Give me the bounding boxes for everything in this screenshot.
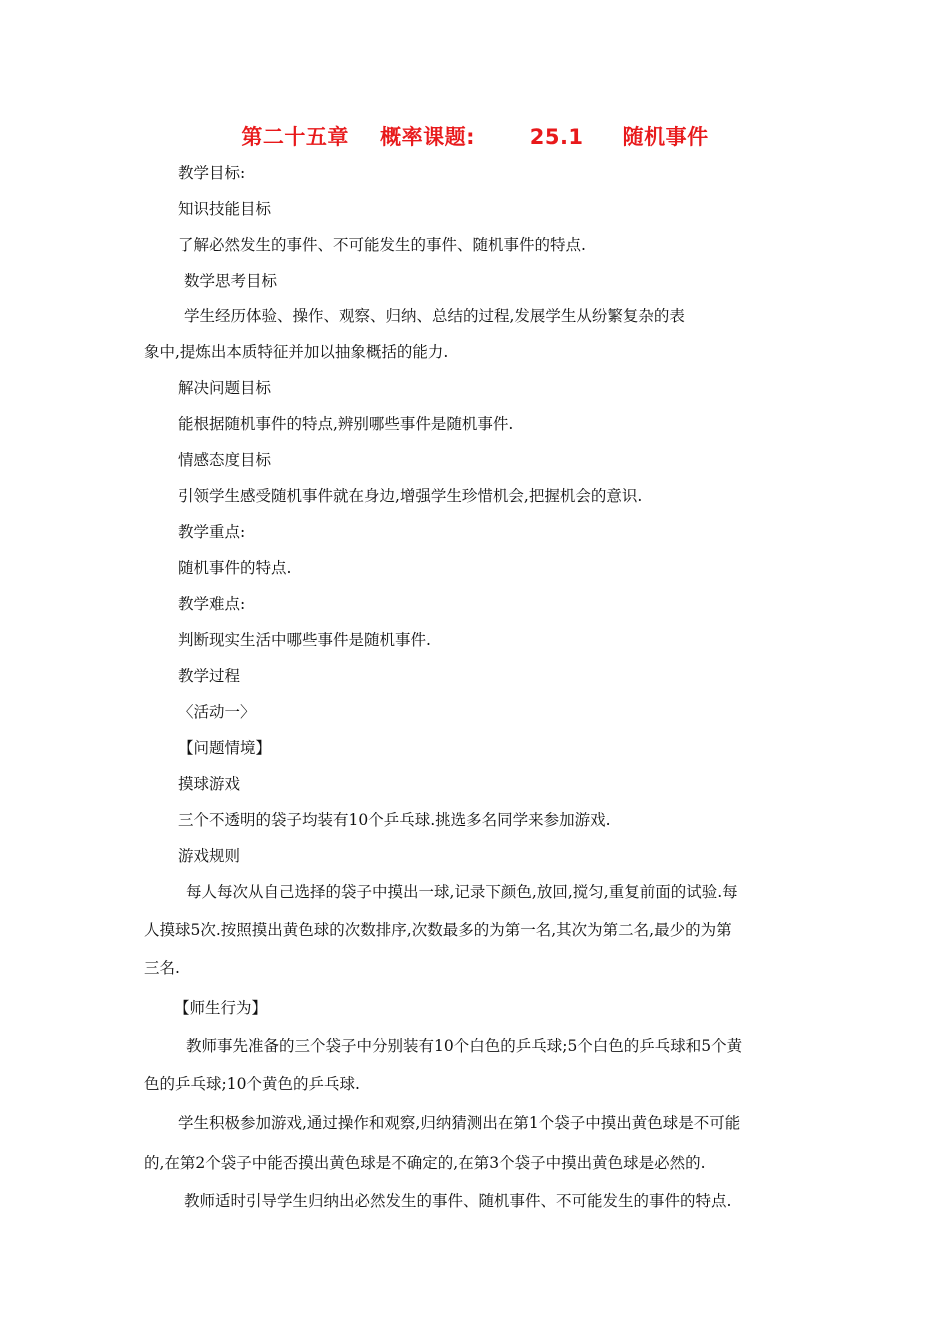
paragraph-line: 三个不透明的袋子均装有10个乒乓球.挑选多名同学来参加游戏.	[178, 811, 611, 829]
subheading-ball-game: 摸球游戏	[178, 775, 241, 793]
paragraph-line: 了解必然发生的事件、不可能发生的事件、随机事件的特点.	[178, 236, 586, 254]
paragraph-line: 教师事先准备的三个袋子中分别装有10个白色的乒乓球;5个白色的乒乓球和5个黄	[186, 1037, 743, 1055]
subheading-game-rules: 游戏规则	[178, 847, 241, 865]
subheading-knowledge-skills: 知识技能目标	[178, 200, 272, 218]
paragraph-line: 判断现实生活中哪些事件是随机事件.	[178, 631, 431, 649]
heading-key-point: 教学重点:	[178, 523, 246, 541]
paragraph-line: 教师适时引导学生归纳出必然发生的事件、随机事件、不可能发生的事件的特点.	[184, 1192, 732, 1210]
paragraph-line: 人摸球5次.按照摸出黄色球的次数排序,次数最多的为第一名,其次为第二名,最少的为第	[144, 921, 732, 939]
paragraph-line: 象中,提炼出本质特征并加以抽象概括的能力.	[144, 343, 449, 361]
paragraph-line: 的,在第2个袋子中能否摸出黄色球是不确定的,在第3个袋子中摸出黄色球是必然的.	[144, 1154, 706, 1172]
paragraph-line: 能根据随机事件的特点,辨别哪些事件是随机事件.	[178, 415, 514, 433]
paragraph-line: 每人每次从自己选择的袋子中摸出一球,记录下颜色,放回,搅匀,重复前面的试验.每	[186, 883, 738, 901]
heading-teaching-process: 教学过程	[178, 667, 241, 685]
paragraph-line: 随机事件的特点.	[178, 559, 292, 577]
paragraph-line: 学生积极参加游戏,通过操作和观察,归纳猜测出在第1个袋子中摸出黄色球是不可能	[178, 1114, 741, 1132]
section-problem-situation: 【问题情境】	[178, 739, 272, 757]
activity-label: 〈活动一〉	[178, 703, 256, 721]
document-title: 第二十五章 概率课题: 25.1 随机事件	[241, 125, 709, 149]
subheading-math-thinking: 数学思考目标	[184, 272, 278, 290]
subheading-problem-solving: 解决问题目标	[178, 379, 272, 397]
paragraph-line: 引领学生感受随机事件就在身边,增强学生珍惜机会,把握机会的意识.	[178, 487, 643, 505]
paragraph-line: 三名.	[144, 959, 180, 977]
paragraph-line: 学生经历体验、操作、观察、归纳、总结的过程,发展学生从纷繁复杂的表	[184, 307, 685, 325]
section-teacher-student: 【师生行为】	[174, 999, 268, 1017]
heading-difficult-point: 教学难点:	[178, 595, 246, 613]
paragraph-line: 色的乒乓球;10个黄色的乒乓球.	[144, 1075, 360, 1093]
heading-teaching-goals: 教学目标:	[178, 164, 246, 182]
subheading-emotion-attitude: 情感态度目标	[178, 451, 272, 469]
